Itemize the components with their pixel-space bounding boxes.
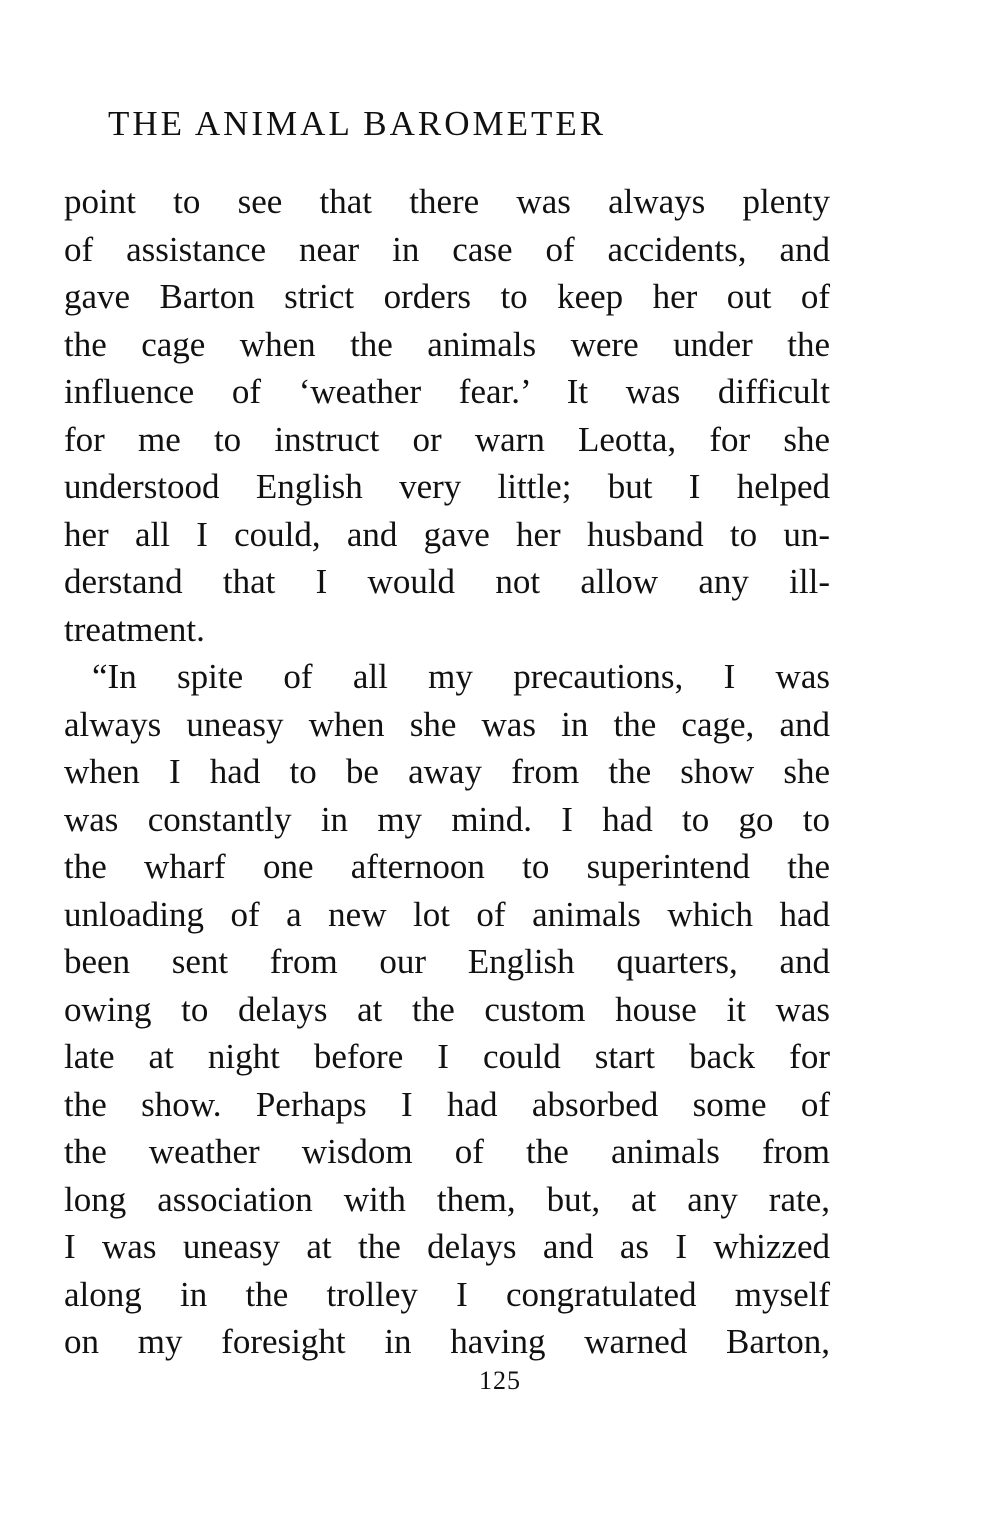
text-line: unloading of a new lot of animals which had — [64, 894, 830, 934]
running-head: THE ANIMAL BAROMETER — [108, 104, 607, 143]
text-line: I was uneasy at the delays and as I whizzed — [64, 1227, 830, 1266]
text-line: on my foresight in having warned Barton, — [64, 1322, 830, 1361]
text-line: for me to instruct or warn Leotta, for she — [64, 419, 830, 459]
text-line: point to see that there was always plenty — [64, 182, 830, 221]
text-line: always uneasy when she was in the cage, and — [64, 704, 830, 744]
text-line: the weather wisdom of the animals from — [64, 1132, 830, 1171]
text-line: the show. Perhaps I had absorbed some of — [64, 1084, 830, 1124]
text-line: when I had to be away from the show she — [64, 752, 830, 791]
body-text — [64, 178, 830, 1366]
text-line: owing to delays at the custom house it was — [64, 989, 830, 1029]
text-line: the wharf one afternoon to superintend the — [64, 847, 830, 886]
paragraph-start-line: “In spite of all my precautions, I was — [92, 657, 830, 696]
text-line: treatment. — [64, 609, 205, 649]
text-line: of assistance near in case of accidents, and — [64, 229, 830, 269]
page-number: 125 — [479, 1366, 521, 1395]
text-line: the cage when the animals were under the — [64, 324, 830, 364]
text-line: late at night before I could start back for — [64, 1037, 830, 1076]
text-line: influence of ‘weather fear.’ It was difficult — [64, 372, 830, 411]
text-line: her all I could, and gave her husband to un- — [64, 514, 830, 554]
text-line: been sent from our English quarters, and — [64, 942, 830, 981]
text-line: long association with them, but, at any rate, — [64, 1179, 830, 1219]
text-line: understood English very little; but I helped — [64, 467, 830, 506]
text-line: derstand that I would not allow any ill- — [64, 562, 830, 601]
text-line: gave Barton strict orders to keep her out of — [64, 277, 830, 316]
text-line: was constantly in my mind. I had to go to — [64, 799, 830, 839]
text-line: along in the trolley I congratulated myself — [64, 1274, 830, 1314]
